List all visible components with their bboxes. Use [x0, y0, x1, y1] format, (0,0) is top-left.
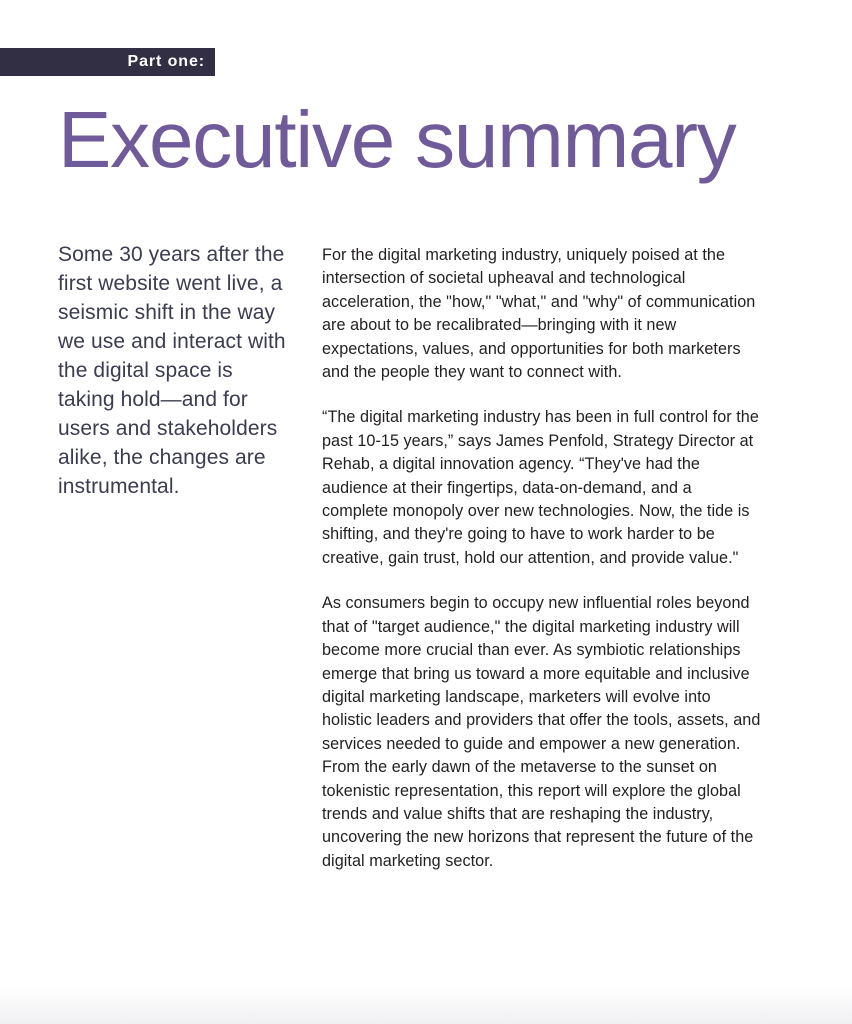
page-bottom-shade: [0, 986, 852, 1024]
body-paragraph: As consumers begin to occupy new influential roles beyond that of "target audience," the digital marketing industry will become more crucial than ever. As symbiotic relationships emerge that bring us toward a more equitable and inclusive digital marketing landscape, marketers will evolve into holistic leaders and providers that offer the tools, assets, and services needed to guide and empower a new generation. From the early dawn of the metaverse to the sunset on tokenistic representation, this report will explore the global trends and value shifts that are reshaping the industry, uncovering the new horizons that represent the future of the digital marketing sector.: [322, 594, 761, 870]
lead-paragraph: Some 30 years after the first website went live, a seismic shift in the way we use and interact with the digital space is taking hold—and for users and stakeholders alike, the changes are instrumental.: [58, 243, 286, 498]
lead-column: [58, 240, 290, 501]
body-paragraph: For the digital marketing industry, uniquely poised at the intersection of societal upheaval and technological acceleration, the "how," "what," and "why" of communication are about to be recalibrated—bringing with it new expectations, values, and opportunities for both marketers and the people they want to connect with.: [322, 246, 756, 382]
page-title: Executive summary: [58, 95, 736, 184]
body-column: [322, 244, 762, 873]
body-paragraph: “The digital marketing industry has been in full control for the past 10-15 years,” says James Penfold, Strategy Director at Rehab, a digital innovation agency. “They've had the audience at their fingertips, data-on-demand, and a complete monopoly over new technologies. Now, the tide is shifting, and they're going to have to work harder to be creative, gain trust, hold our attention, and provide value.": [322, 408, 759, 567]
part-banner: [0, 48, 215, 76]
part-banner-label: Part one:: [127, 53, 205, 70]
